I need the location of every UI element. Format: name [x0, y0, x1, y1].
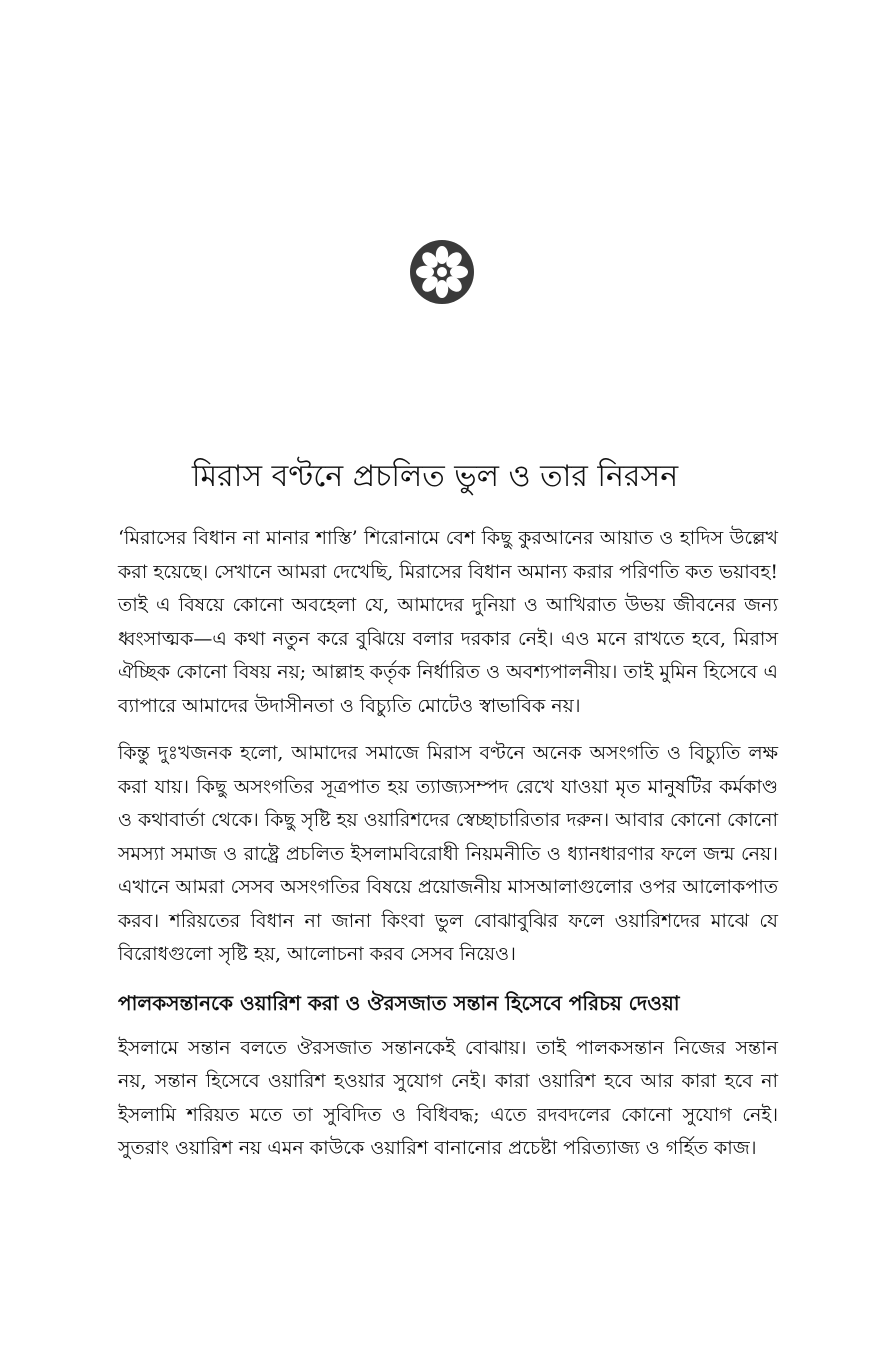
intro-paragraph-2: কিন্তু দুঃখজনক হলো, আমাদের সমাজে মিরাস বণ্টনে অনেক অসংগতি ও বিচ্যুতি লক্ষ করা যায়। কিছু অসংগতির সূত্রপাত হয় ত্যাজ্যসম্পদ রেখে যাওয়া মৃত মানুষটির কর্মকাণ্ড ও কথাবার্তা থেকে। কিছু সৃষ্টি হয় ওয়ারিশদের স্বেচ্ছাচারিতার দরুন। আবার কোনো কোনো সমস্যা সমাজ ও রাষ্ট্রে প্রচলিত ইসলামবিরোধী নিয়মনীতি ও ধ্যানধারণার ফলে জন্ম নেয়। এখানে আমরা সেসব অসংগতির বিষয়ে প্রয়োজনীয় মাসআলাগুলোর ওপর আলোকপাত করব। শরিয়তের বিধান না জানা কিংবা ভুল বোঝাবুঝির ফলে ওয়ারিশদের মাঝে যে বিরোধগুলো সৃষ্টি হয়, আলোচনা করব সেসব নিয়েও। — [118, 742, 778, 965]
page-body — [118, 522, 778, 1166]
flower-ornament-icon — [408, 238, 476, 306]
section-paragraph: ইসলামে সন্তান বলতে ঔরসজাত সন্তানকেই বোঝায়। তাই পালকসন্তান নিজের সন্তান নয়, সন্তান হিসেবে ওয়ারিশ হওয়ার সুযোগ নেই। কারা ওয়ারিশ হবে আর কারা হবে না ইসলামি শরিয়ত মতে তা সুবিদিত ও বিধিবদ্ধ; এতে রদবদলের কোনো সুযোগ নেই। সুতরাং ওয়ারিশ নয় এমন কাউকে ওয়ারিশ বানানোর প্রচেষ্টা পরিত্যাজ্য ও গর্হিত কাজ। — [118, 1036, 778, 1159]
intro-paragraph-1: ‘মিরাসের বিধান না মানার শাস্তি’ শিরোনামে বেশ কিছু কুরআনের আয়াত ও হাদিস উল্লেখ করা হয়েছে। সেখানে আমরা দেখেছি, মিরাসের বিধান অমান্য করার পরিণতি কত ভয়াবহ! তাই এ বিষয়ে কোনো অবহেলা যে, আমাদের দুনিয়া ও আখিরাত উভয় জীবনের জন্য ধ্বংসাত্মক—এ কথা নতুন করে বুঝিয়ে বলার দরকার নেই। এও মনে রাখতে হবে, মিরাস ঐচ্ছিক কোনো বিষয় নয়; আল্লাহ কর্তৃক নির্ধারিত ও অবশ্যপালনীয়। তাই মুমিন হিসেবে এ ব্যাপারে আমাদের উদাসীনতা ও বিচ্যুতি মোটেও স্বাভাবিক নয়। — [118, 527, 778, 717]
chapter-title: মিরাস বণ্টনে প্রচলিত ভুল ও তার নিরসন — [191, 459, 679, 494]
section-heading: পালকসন্তানকে ওয়ারিশ করা ও ঔরসজাত সন্তান হিসেবে পরিচয় দেওয়া — [118, 990, 680, 1015]
